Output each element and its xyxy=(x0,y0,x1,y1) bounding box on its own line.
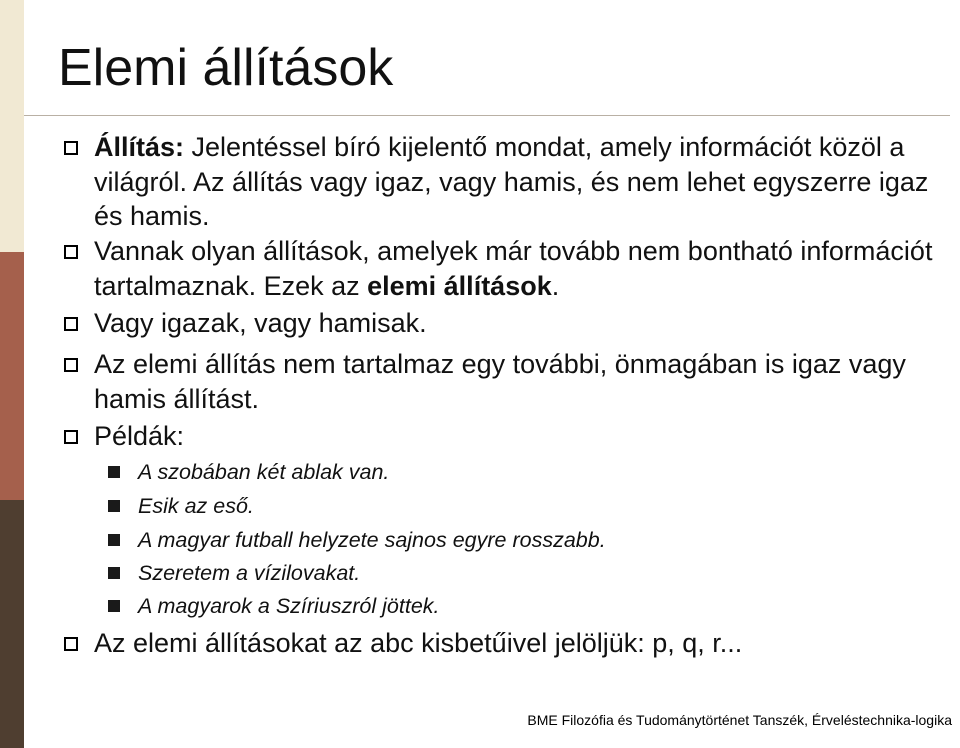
bullet-item-notation: Az elemi állításokat az abc kisbetűivel jelöljük: p, q, r... xyxy=(94,628,743,658)
square-bullet-icon xyxy=(64,245,78,259)
bullet-item-true-false: Vagy igazak, vagy hamisak. xyxy=(94,308,427,338)
bullet-term: Állítás: xyxy=(94,132,185,162)
bullet-text-end: . xyxy=(551,270,560,301)
square-bullet-icon xyxy=(64,430,78,444)
example-item: Szeretem a vízilovakat. xyxy=(138,561,361,585)
filled-square-bullet-icon xyxy=(108,600,120,612)
bullet-text: Vannak olyan állítások, amelyek már tovább nem bontható információt tartalmaznak. Ezek az xyxy=(94,236,933,301)
filled-square-bullet-icon xyxy=(108,500,120,512)
example-item: Esik az eső. xyxy=(138,494,254,518)
square-bullet-icon xyxy=(64,637,78,651)
bullet-item-elementary xyxy=(94,234,944,303)
square-bullet-icon xyxy=(64,358,78,372)
bullet-text: Jelentéssel bíró kijelentő mondat, amely információt közöl a világról. Az állítás vagy igaz, vagy hamis, és nem lehet egyszerre igaz és hamis. xyxy=(94,132,929,231)
bullet-emphasis: elemi állítások xyxy=(367,270,552,301)
filled-square-bullet-icon xyxy=(108,466,120,478)
bullet-item-no-nested: Az elemi állítás nem tartalmaz egy további, önmagában is igaz vagy hamis állítást. xyxy=(94,349,906,414)
example-item: A magyar futball helyzete sajnos egyre rosszabb. xyxy=(138,528,606,552)
slide-title: Elemi állítások xyxy=(58,39,394,97)
bullet-item-definition xyxy=(94,130,944,234)
square-bullet-icon xyxy=(64,317,78,331)
slide-footer: BME Filozófia és Tudománytörténet Tanszék, Érveléstechnika-logika xyxy=(527,712,952,728)
example-item: A szobában két ablak van. xyxy=(138,460,390,484)
example-item: A magyarok a Szíriuszról jöttek. xyxy=(138,594,440,618)
filled-square-bullet-icon xyxy=(108,567,120,579)
bullet-item-examples-heading: Példák: xyxy=(94,421,185,451)
square-bullet-icon xyxy=(64,141,78,155)
filled-square-bullet-icon xyxy=(108,534,120,546)
